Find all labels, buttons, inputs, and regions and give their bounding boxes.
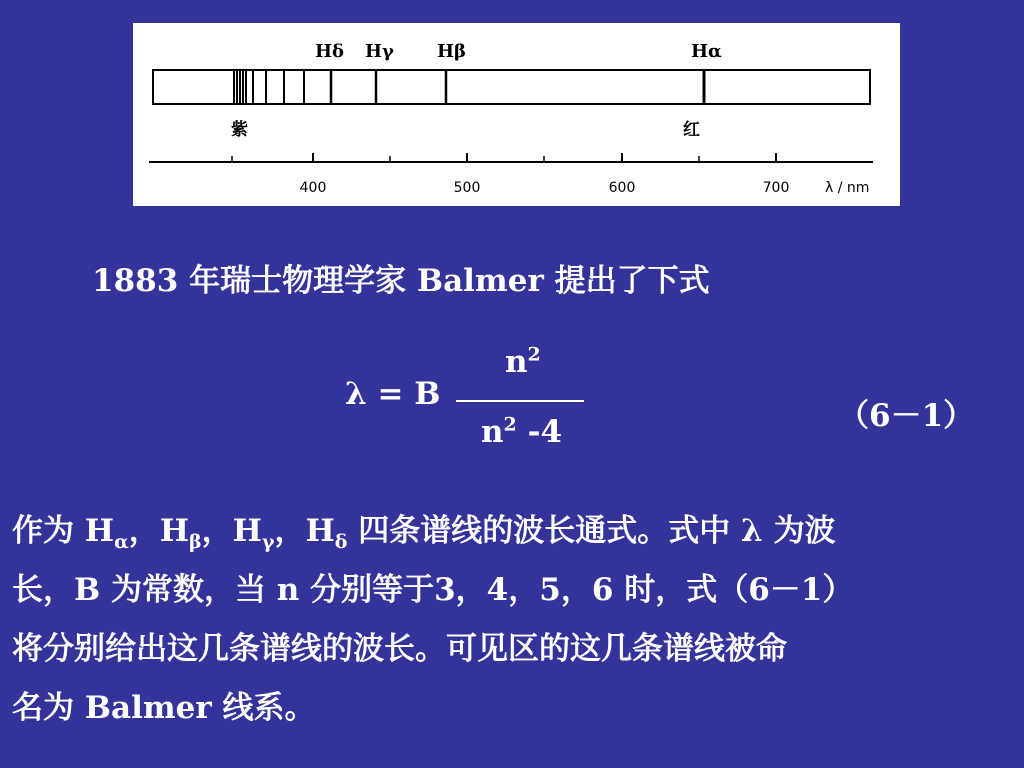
spectral-lines — [234, 70, 704, 104]
formula-numerator — [505, 344, 541, 380]
paragraph-line-2: 长，B 为常数，当 n 分别等于3，4，5，6 时，式（6－1） — [12, 572, 854, 608]
paragraph-line-1 — [12, 502, 1016, 561]
formula-denominator — [481, 414, 562, 450]
h-gamma-label: Hγ — [365, 41, 394, 62]
spectrum-diagram — [133, 23, 900, 206]
spectrum-strip — [153, 70, 870, 104]
red-end-label: 红 — [683, 120, 700, 140]
subscript-delta: δ — [334, 531, 348, 554]
h-beta-label: Hβ — [437, 41, 466, 62]
h-alpha-label: Hα — [691, 41, 722, 62]
axis-tick-label: 700 — [762, 180, 790, 196]
denominator-rest: -4 — [516, 414, 563, 450]
subscript-beta: β — [189, 531, 202, 554]
text-run: ，H — [274, 513, 335, 549]
axis-tick-label: 600 — [608, 180, 636, 196]
subscript-alpha: α — [114, 531, 129, 554]
denominator-exponent: 2 — [503, 413, 517, 436]
denominator-base: n — [481, 414, 504, 450]
h-delta-label: Hδ — [315, 41, 345, 62]
numerator-base: n — [505, 344, 528, 380]
purple-end-label: 紫 — [231, 120, 248, 140]
axis-tick-label: 500 — [453, 180, 481, 196]
axis-unit-label: λ / nm — [825, 180, 870, 196]
text-run: 四条谱线的波长通式。式中 λ 为波 — [347, 513, 836, 549]
balmer-spectrum-figure — [133, 23, 900, 206]
paragraph-line-3: 将分别给出这几条谱线的波长。可见区的这几条谱线被命 — [12, 631, 787, 667]
wavelength-axis — [149, 153, 873, 196]
explanation-paragraph — [12, 502, 1016, 738]
paragraph-line-4: 名为 Balmer 线系。 — [12, 690, 316, 726]
text-run: ，H — [201, 513, 262, 549]
text-run: 作为 H — [12, 513, 115, 549]
formula-lhs: λ = B — [345, 376, 441, 412]
axis-tick-label: 400 — [299, 180, 327, 196]
intro-text: 1883 年瑞士物理学家 Balmer 提出了下式 — [92, 263, 710, 299]
fraction-bar — [456, 400, 584, 402]
equation-number: （6－1） — [838, 398, 975, 434]
text-run: ，H — [128, 513, 190, 549]
numerator-exponent: 2 — [527, 343, 541, 366]
subscript-gamma: γ — [261, 531, 275, 554]
